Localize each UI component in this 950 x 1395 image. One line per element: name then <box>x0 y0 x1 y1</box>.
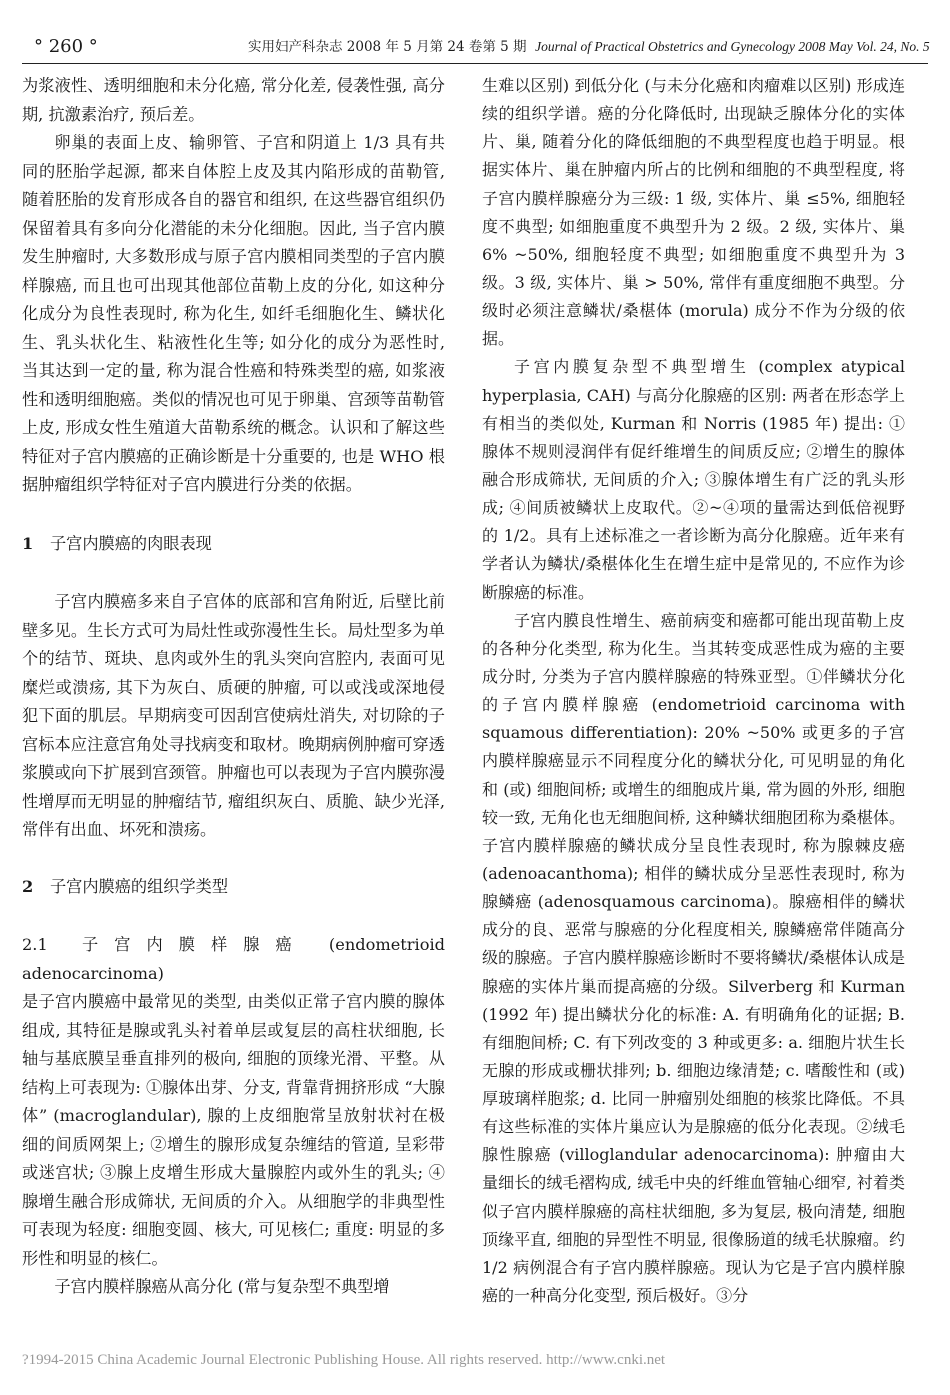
subsection-title: 子宫内膜样腺癌 (endometrioid adenocarcinoma) <box>22 935 445 983</box>
paragraph: 子宫内膜癌多来自子宫体的底部和宫角附近, 后壁比前壁多见。生长方式可为局灶性或弥漫性生长。局灶型多为单个的结节、斑块、息肉或外生的乳头突向宫腔内, 表面可见糜烂或溃疡, 其下为灰白、质硬的肿瘤, 可以或浅或深地侵犯下面的肌层。早期病变可因刮宫使病灶消失, 对切除的子宫标本应注意宫角处寻找病变和取材。晚期病例肿瘤可穿透浆膜或向下扩展到宫颈管。肿瘤也可以表现为子宫内膜弥漫性增厚而无明显的肿瘤结节, 瘤组织灰白、质脆、缺少光泽, 常伴有出血、坏死和溃疡。 <box>22 592 445 839</box>
journal-name-cn: 实用妇产科杂志 2008 年 5 月第 24 卷第 5 期 <box>248 39 527 55</box>
section-title: 子宫内膜癌的肉眼表现 <box>50 533 212 553</box>
right-column <box>482 72 905 1310</box>
left-column <box>22 72 445 1302</box>
section-title: 子宫内膜癌的组织学类型 <box>50 876 229 896</box>
paragraph: 卵巢的表面上皮、输卵管、子宫和阴道上 1/3 具有共同的胚胎学起源, 都来自体腔上皮及其内陷形成的苗勒管, 随着胚胎的发育形成各自的器官和组织, 在这些器官组织仍保留着具有多向分化潜能的未分化细胞。因此, 当子宫内膜发生肿瘤时, 大多数形成与原子宫内膜相同类型的子宫内膜样腺癌, 而且也可出现其他部位苗勒上皮的分化, 如这种分化成分为良性表现时, 称为化生, 如纤毛细胞化生、鳞状化生、乳头状化生、粘液性化生等; 如分化的成分为恶性时, 当其达到一定的量, 称为混合性癌和特殊类型的癌, 如浆液性和透明细胞癌。类似的情况也可见于卵巢、宫颈等苗勒管上皮, 形成女性生殖道大苗勒系统的概念。认识和了解这些特征对子宫内膜癌的正确诊断是十分重要的, 也是 WHO 根据肿瘤组织学特征对子宫内膜进行分类的依据。 <box>22 133 445 494</box>
paragraph: 是子宫内膜癌中最常见的类型, 由类似正常子宫内膜的腺体组成, 其特征是腺或乳头衬着单层或复层的高柱状细胞, 长轴与基底膜呈垂直排列的极向, 细胞的顶缘光滑、平整。从结构上可表现为: ①腺体出芽、分支, 背靠背拥挤形成 “大腺体” (macroglandular), 腺的上皮细胞常呈放射状衬在极细的间质网架上; ②增生的腺形成复杂缠结的管道, 呈彩带或迷宫状; ③腺上皮增生形成大量腺腔内或外生的乳头; ④腺增生融合形成筛状, 无间质的介入。从细胞学的非典型性可表现为轻度: 细胞变圆、核大, 可见核仁; 重度: 明显的多形性和明显的核仁。 <box>22 992 445 1268</box>
journal-name <box>248 36 930 58</box>
section-number: 2 <box>22 876 34 896</box>
copyright-footer: ?1994-2015 China Academic Journal Electronic Publishing House. All rights reserved. http://www.cnki.net <box>22 1352 666 1368</box>
paragraph: 子宫内膜良性增生、癌前病变和癌都可能出现苗勒上皮的各种分化类型, 称为化生。当其转变成恶性成为癌的主要成分时, 分类为子宫内膜样腺癌的特殊亚型。①伴鳞状分化的子宫内膜样腺癌 (endometrioid carcinoma with squamous differentiation): 20% ~50% 或更多的子宫内膜样腺癌显示不同程度分化的鳞状分化, 可见明显的角化和 (或) 细胞间桥; 或增生的细胞成片巢, 常为圆的外形, 细胞较一致, 无角化也无细胞间桥, 这种鳞状细胞团称为桑椹体。子宫内膜样腺癌的鳞状成分呈良性表现时, 称为腺棘皮癌 (adenoacanthoma); 相伴的鳞状成分呈恶性表现时, 称为腺鳞癌 (adenosquamous carcinoma)。腺癌相伴的鳞状成分的良、恶常与腺癌的分化程度相关, 腺鳞癌常伴随高分级的腺癌。子宫内膜样腺癌诊断时不要将鳞状/桑椹体认成是腺癌的实体片巢而提高癌的分级。Silverberg 和 Kurman (1992 年) 提出鳞状分化的标准: A. 有明确角化的证据; B. 有细胞间桥; C. 有下列改变的 3 种或更多: a. 细胞片状生长无腺的形成或栅状排列; b. 细胞边缘清楚; c. 嗜酸性和 (或) 厚玻璃样胞浆; d. 比同一肿瘤别处细胞的核浆比降低。不具有这些标准的实体片巢应认为是腺癌的低分化表现。②绒毛腺性腺癌 (villoglandular adenocarcinoma): 肿瘤由大量细长的绒毛褶构成, 绒毛中央的纤维血管轴心细窄, 衬着类似子宫内膜样腺癌的高柱状细胞, 多为复层, 极向清楚, 细胞顶缘平直, 细胞的异型性不明显, 很像肠道的绒毛状腺瘤。约 1/2 病例混合有子宫内膜样腺癌。现认为它是子宫内膜样腺癌的一种高分化变型, 预后极好。③分 <box>482 610 905 1306</box>
paragraph: 子宫内膜复杂型不典型增生 (complex atypical hyperplasia, CAH) 与高分化腺癌的区别: 两者在形态学上有相当的类似处, Kurman 和 Norris (1985 年) 提出: ①腺体不规则浸润伴有促纤维增生的间质反应; ②增生的腺体融合形成筛状, 无间质的介入; ③腺体增生有广泛的乳头形成; ④间质被鳞状上皮取代。②~④项的量需达到低倍视野的 1/2。具有上述标准之一者诊断为高分化腺癌。近年来有学者认为鳞状/桑椹体化生在增生症中是常见的, 不应作为诊断腺癌的标准。 <box>482 357 905 602</box>
page-header <box>22 36 928 58</box>
paragraph: 为浆液性、透明细胞和未分化癌, 常分化差, 侵袭性强, 高分期, 抗激素治疗, 预后差。 <box>22 76 445 124</box>
page-number: ° 260 ° <box>34 36 98 57</box>
section-number: 1 <box>22 533 34 553</box>
subsection-number: 2.1 <box>22 935 48 954</box>
paragraph: 生难以区别) 到低分化 (与未分化癌和肉瘤难以区别) 形成连续的组织学谱。癌的分化降低时, 出现缺乏腺体分化的实体片、巢, 随着分化的降低细胞的不典型程度也趋于明显。根据实体片、巢在肿瘤内所占的比例和细胞的不典型程度, 将子宫内膜样腺癌分为三级: 1 级, 实体片、巢 ≤5%, 细胞轻度不典型; 如细胞重度不典型升为 2 级。2 级, 实体片、巢 6% ~50%, 细胞轻度不典型; 如细胞重度不典型升为 3 级。3 级, 实体片、巢 > 50%, 常伴有重度细胞不典型。分级时必须注意鳞状/桑椹体 (morula) 成分不作为分级的依据。 <box>482 76 905 349</box>
section-heading <box>22 873 445 902</box>
header-rule <box>22 63 928 64</box>
paragraph: 子宫内膜样腺癌从高分化 (常与复杂型不典型增 <box>54 1277 390 1296</box>
section-heading <box>22 530 445 559</box>
journal-name-en: Journal of Practical Obstetrics and Gynecology 2008 May Vol. 24, No. 5 <box>535 39 930 54</box>
subsection-heading <box>22 931 445 988</box>
